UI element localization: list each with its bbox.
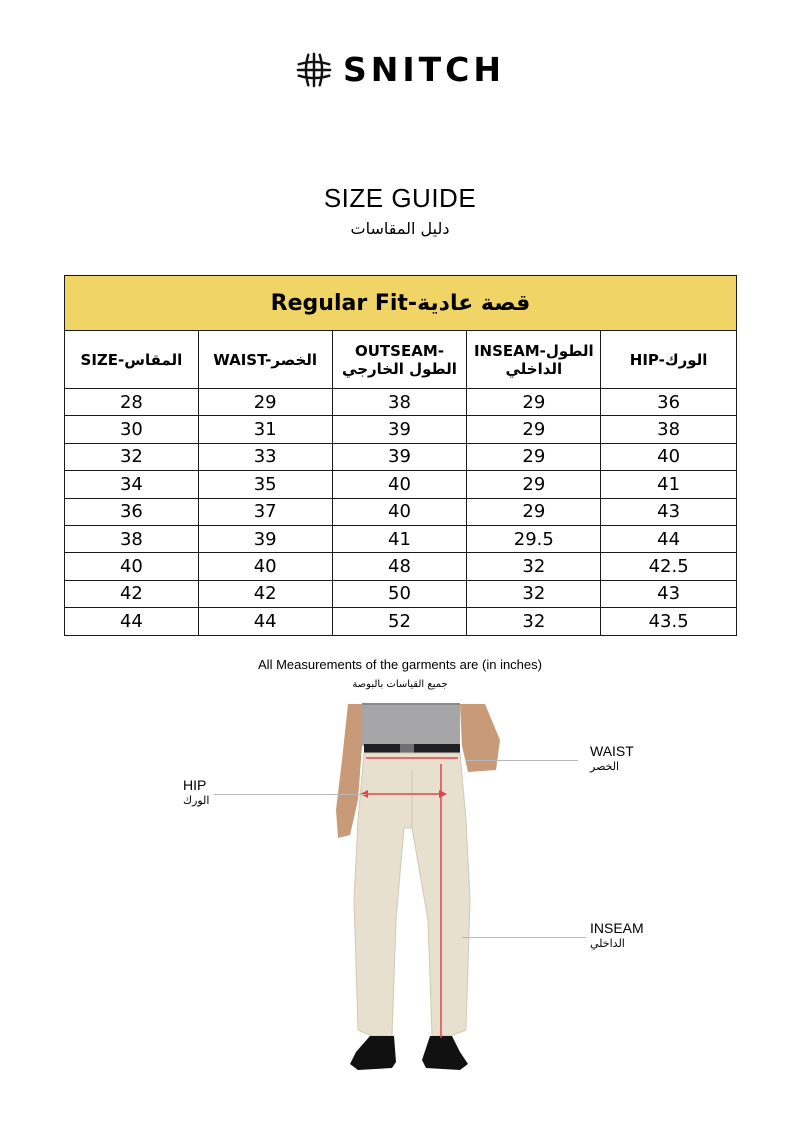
table-cell: 29 (467, 471, 601, 498)
table-cell: 32 (65, 443, 199, 470)
column-header: OUTSEAM- الطول الخارجي (332, 331, 467, 389)
table-cell: 43.5 (601, 608, 737, 635)
table-cell: 41 (332, 525, 467, 552)
measurement-note-arabic: جميع القياسات بالبوصة (352, 679, 448, 690)
page-subtitle: دليل المقاسات (350, 219, 450, 238)
table-cell: 39 (332, 443, 467, 470)
brand-name: SNITCH (342, 50, 505, 89)
table-cell: 40 (332, 498, 467, 525)
table-cell: 29 (467, 416, 601, 443)
table-cell: 43 (601, 498, 737, 525)
table-cell: 44 (65, 608, 199, 635)
table-cell: 43 (601, 580, 737, 607)
brand-header (0, 50, 800, 89)
table-row (65, 443, 737, 470)
table-cell: 32 (467, 553, 601, 580)
table-cell: 52 (332, 608, 467, 635)
hip-label: HIP الورك (183, 777, 210, 807)
fit-label: Regular Fit-قصة عادية (65, 276, 737, 331)
table-row (65, 416, 737, 443)
table-cell: 40 (332, 471, 467, 498)
table-cell: 42 (198, 580, 332, 607)
table-row (65, 580, 737, 607)
table-row (65, 471, 737, 498)
table-cell: 36 (601, 389, 737, 416)
column-header: SIZE-المقاس (65, 331, 199, 389)
table-cell: 40 (65, 553, 199, 580)
trousers-model-illustration (300, 700, 520, 1120)
table-cell: 40 (601, 443, 737, 470)
table-cell: 29 (467, 389, 601, 416)
size-table (64, 275, 737, 636)
table-cell: 29.5 (467, 525, 601, 552)
column-header-row (65, 331, 737, 389)
waist-leader-line (466, 760, 578, 761)
table-row (65, 389, 737, 416)
inseam-leader-line (462, 937, 586, 938)
page-title: SIZE GUIDE (323, 183, 477, 213)
column-header: INSEAM-الطول الداخلي (467, 331, 601, 389)
table-cell: 30 (65, 416, 199, 443)
table-cell: 35 (198, 471, 332, 498)
table-cell: 29 (467, 443, 601, 470)
table-cell: 39 (198, 525, 332, 552)
table-cell: 44 (601, 525, 737, 552)
table-cell: 32 (467, 580, 601, 607)
table-cell: 34 (65, 471, 199, 498)
table-row (65, 498, 737, 525)
column-header: HIP-الورك (601, 331, 737, 389)
table-row (65, 525, 737, 552)
table-cell: 39 (332, 416, 467, 443)
table-cell: 29 (467, 498, 601, 525)
table-cell: 37 (198, 498, 332, 525)
waist-label: WAIST الخصر (590, 743, 634, 773)
table-cell: 28 (65, 389, 199, 416)
table-cell: 29 (198, 389, 332, 416)
table-cell: 38 (65, 525, 199, 552)
table-cell: 33 (198, 443, 332, 470)
table-cell: 31 (198, 416, 332, 443)
table-cell: 38 (601, 416, 737, 443)
table-row (65, 608, 737, 635)
hip-leader-line (214, 794, 366, 795)
column-header: WAIST-الخصر (198, 331, 332, 389)
table-row (65, 553, 737, 580)
table-cell: 40 (198, 553, 332, 580)
measurement-note: All Measurements of the garments are (in inches) (258, 657, 542, 672)
table-cell: 50 (332, 580, 467, 607)
table-cell: 38 (332, 389, 467, 416)
table-cell: 32 (467, 608, 601, 635)
hash-grid-logo-icon (295, 51, 333, 89)
table-cell: 48 (332, 553, 467, 580)
table-cell: 44 (198, 608, 332, 635)
inseam-label: INSEAM الداخلي (590, 920, 644, 950)
table-cell: 36 (65, 498, 199, 525)
table-cell: 41 (601, 471, 737, 498)
table-cell: 42 (65, 580, 199, 607)
fit-header-row (65, 276, 737, 331)
table-cell: 42.5 (601, 553, 737, 580)
